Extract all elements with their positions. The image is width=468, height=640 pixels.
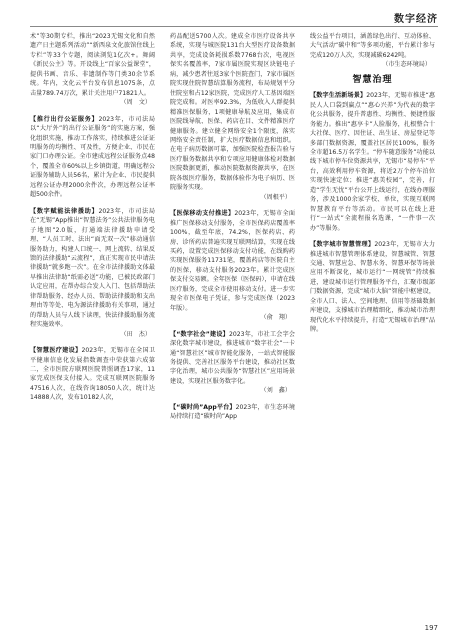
- section-header: 数字经济: [394, 14, 438, 25]
- paragraph-text: 线公益平台项目，涵盖绿色出行、互动体验、大气活动“碳中和”等多项功能，平台累计参与完成120万人次，实现减碳6242吨。: [310, 33, 435, 59]
- paragraph-text: 药品配送5700人次。建成全市医疗设备共享系统，实现与城医院131台大型医疗设备数据共享，完成设备耗损系数7768台次，电视医保实名覆盖率，7家市属医院实现区块链电子病，减少患者往返3家个医院查门，7家市属医院实现住院智慧结算服务流程，布局规划平分住院室和占12家医院，完成医疗人工基因端医院完成和。对医率92.3%，为低收入人群提供精准医保服务，1项健康导航及应用，集成市医院线导航、医保、药店在目、文件精准医疗健康服务。建立健全网络安全1个限度，落实网络安全责任制，扩大医疗数据信息和组织。在电子病历数据可靠，加强医院检查报告验与医疗服务数据共享和专项应用健康体检对数据医院数据更新，推动医院数据资源共享，在医院各级医疗服务，数据体验作为电子病历、医院服务实现。: [170, 33, 295, 192]
- paragraph-gap: [30, 200, 155, 207]
- author-signature: （周 文）: [120, 99, 151, 107]
- article-paragraph: [30, 32, 155, 98]
- article-paragraph: [310, 91, 435, 233]
- author-signature: （俞 翔）: [260, 314, 291, 322]
- article-heading: 【“碳时尚”App平台】: [170, 403, 236, 411]
- paragraph-gap: [170, 202, 295, 209]
- author-signature: （刘 鑫）: [260, 387, 291, 395]
- article-heading: 【推行出行公证服务】: [30, 115, 99, 123]
- article-heading: 【数字生活新场景】: [310, 92, 367, 100]
- article-paragraph: [30, 115, 155, 200]
- section-heading: 智慧治理: [352, 74, 393, 85]
- paragraph-gap: [310, 233, 435, 240]
- paragraph-text: 术”等30期专栏，推出“2023无锡文化和自然遗产日主题系列活动”“新西泉文化旅馆住线上专栏”等33个专题，阅读浏览1亿次+。舞阔《新民公主》等。开设线上“百家公益课堂”，提供书画、音乐、非遗制作等门类30余节系统。年内，文化云平台发布信息1075条，点击量789.74万次，累计关注用户71821人。: [30, 33, 155, 97]
- article-paragraph: [170, 209, 295, 313]
- article-heading: 【医保移动支付推进】: [170, 210, 235, 218]
- article-paragraph: [310, 32, 435, 60]
- paragraph-text: 2023年，无锡市推进“惠民人人口袋到赢点”“惠心兴养”为代表的数字化公共服务，提升普惠性、均衡性、便捷性服务能力。推出“惠享卡”人脸服务，扎根整合十大社保、医疗、因住证、出生证、房屋登记等多部门数据资源，覆盖社区居民100%，服务全市超16.5万名学生。“停车随意服务”功能以线下城市停车位资源共享，无锡市“易停车”平台，高效利用停车资源，将近2万个停车泊位实现快速定位；推进“惠美校园”，完善，打造“学生无忧”平台公开上线运行，在线办理服务，涉及1000余家学校、单位，实现互联网智慧教育平台等活动。市民可以在线上进行“一站式”全流程报名选课，“一件事一次办”等服务。: [310, 92, 435, 232]
- article-paragraph: [170, 32, 295, 193]
- paragraph-text: 2023年，市司法局以“大厅外”的出行公证服务”的实施方案，强化组织实施，推动工作落实，持续推进公证证明服务的均衡性、可及性，方便企业、市民在家门口办理公证。全市建成远程公证服务点48个，覆盖全市60%以上乡镇街道，明确远程公证服务辅助人员56名，累计为企业、市民提供远程公证办理2000余件次，办理远程公证率超500余件。: [30, 115, 155, 199]
- article-paragraph: [170, 403, 295, 422]
- paragraph-gap: [170, 323, 295, 330]
- article-heading: 【智慧医疗建设】: [30, 347, 82, 355]
- paragraph-gap: [170, 396, 295, 403]
- article-paragraph: [310, 240, 435, 335]
- article-paragraph: [170, 330, 295, 387]
- article-paragraph: [30, 346, 155, 403]
- author-signature: （周根平）: [260, 193, 291, 201]
- text-column-3: [310, 32, 435, 626]
- paragraph-text: 2023年，无锡市在全国卫平健康信息化发展指数调查中荣获第六成第二，全市医院方联网医院普照调查17家，11家完成医保支付接入。完成互联网医院服务47516人次，在线咨询18050人次，统计达14888人次，发布10182人次，: [30, 347, 155, 402]
- paragraph-gap: [30, 339, 155, 346]
- paragraph-gap: [30, 108, 155, 115]
- paragraph-text: 2023年，无锡市大力推进城市智慧管理体系建设，智慧城管、智慧交通、智慧应急、智慧水务、智慧环保等场景应用不断深化，城市运行“一网统管”持续推进，建设城市运行管理服务平台，汇聚市级部门数据资源，完成“城市大脑”智能中枢建设，全市人口、法人、空间地理、信用等基础数据库建设，支撑城市治理精细化，推动城市治理现代化水平持续提升，打造“无锡城市治理”品牌。: [310, 241, 435, 334]
- page-number: 197: [424, 624, 438, 632]
- author-signature: （市生态环境局）: [382, 61, 431, 69]
- article-heading: 【数字赋能法律援助】: [30, 207, 99, 215]
- text-column-2: [170, 32, 295, 626]
- article-heading: 【数字城市智慧管理】: [310, 241, 375, 249]
- paragraph-text: 2023年，无锡市全面推广医保移动支付服务，全市医保药店覆盖率100%，截至年底，74.2%，医保药店、药房、诊所药店普遍实现互联网结算，实现在线买药，设置完成医保移动支付功能，在线购药实现医保服务11731笔，覆盖药店等医院自主的医保，移动支付服务2023年。累计完成医保支付交易额。全年医保（医保码），申请在线医疗服务，完成全市使用移动支付。进一步实现全市医保电子凭证，参与完成医保（2023年版）。: [170, 210, 295, 312]
- header-rule: [30, 26, 438, 27]
- paragraph-text: 2023年，市司法局在“无锡”App推出“智慧法务”公共法律服务电子地图”2.0版，打通端法律援助申请受理、“人员工时、法出“面无双一次”移动通信服务助力，构建人口统一、网上流转、结果反馈的法律援助“云流程”，真正实现市民申请法律援助“就多跑一次”。在全市法律援助文体最早推出法律助“纸需必送”功能，已被民政部门认定应用，在帮办综合发人入门、包括帮助法律帮助服务、经办人员、帮助法律援助和支出理由等等处、电为源法律援助有关事项，通过的帮助人员与人线下读理，快法律援助服务流程实施效率。: [30, 207, 155, 329]
- text-column-1: [30, 32, 155, 626]
- paragraph-text: 2023年，市社工会字会深化数字城市建设，推进城市“数字社会”一卡通“智慧社区”城市智能化服务，一站式智能服务提供、完善社区服务平台建设，推动社区数字化治理，城市公共服务“智慧社区”应用场景建设，实现社区服务数字化。: [170, 330, 295, 385]
- article-paragraph: [30, 207, 155, 330]
- author-signature: （田 杰）: [120, 330, 151, 338]
- article-heading: 【“数字社会”建设】: [170, 330, 229, 338]
- paragraph-text: 2023年，市生态环境局持续打造“碳时尚”App: [170, 403, 295, 421]
